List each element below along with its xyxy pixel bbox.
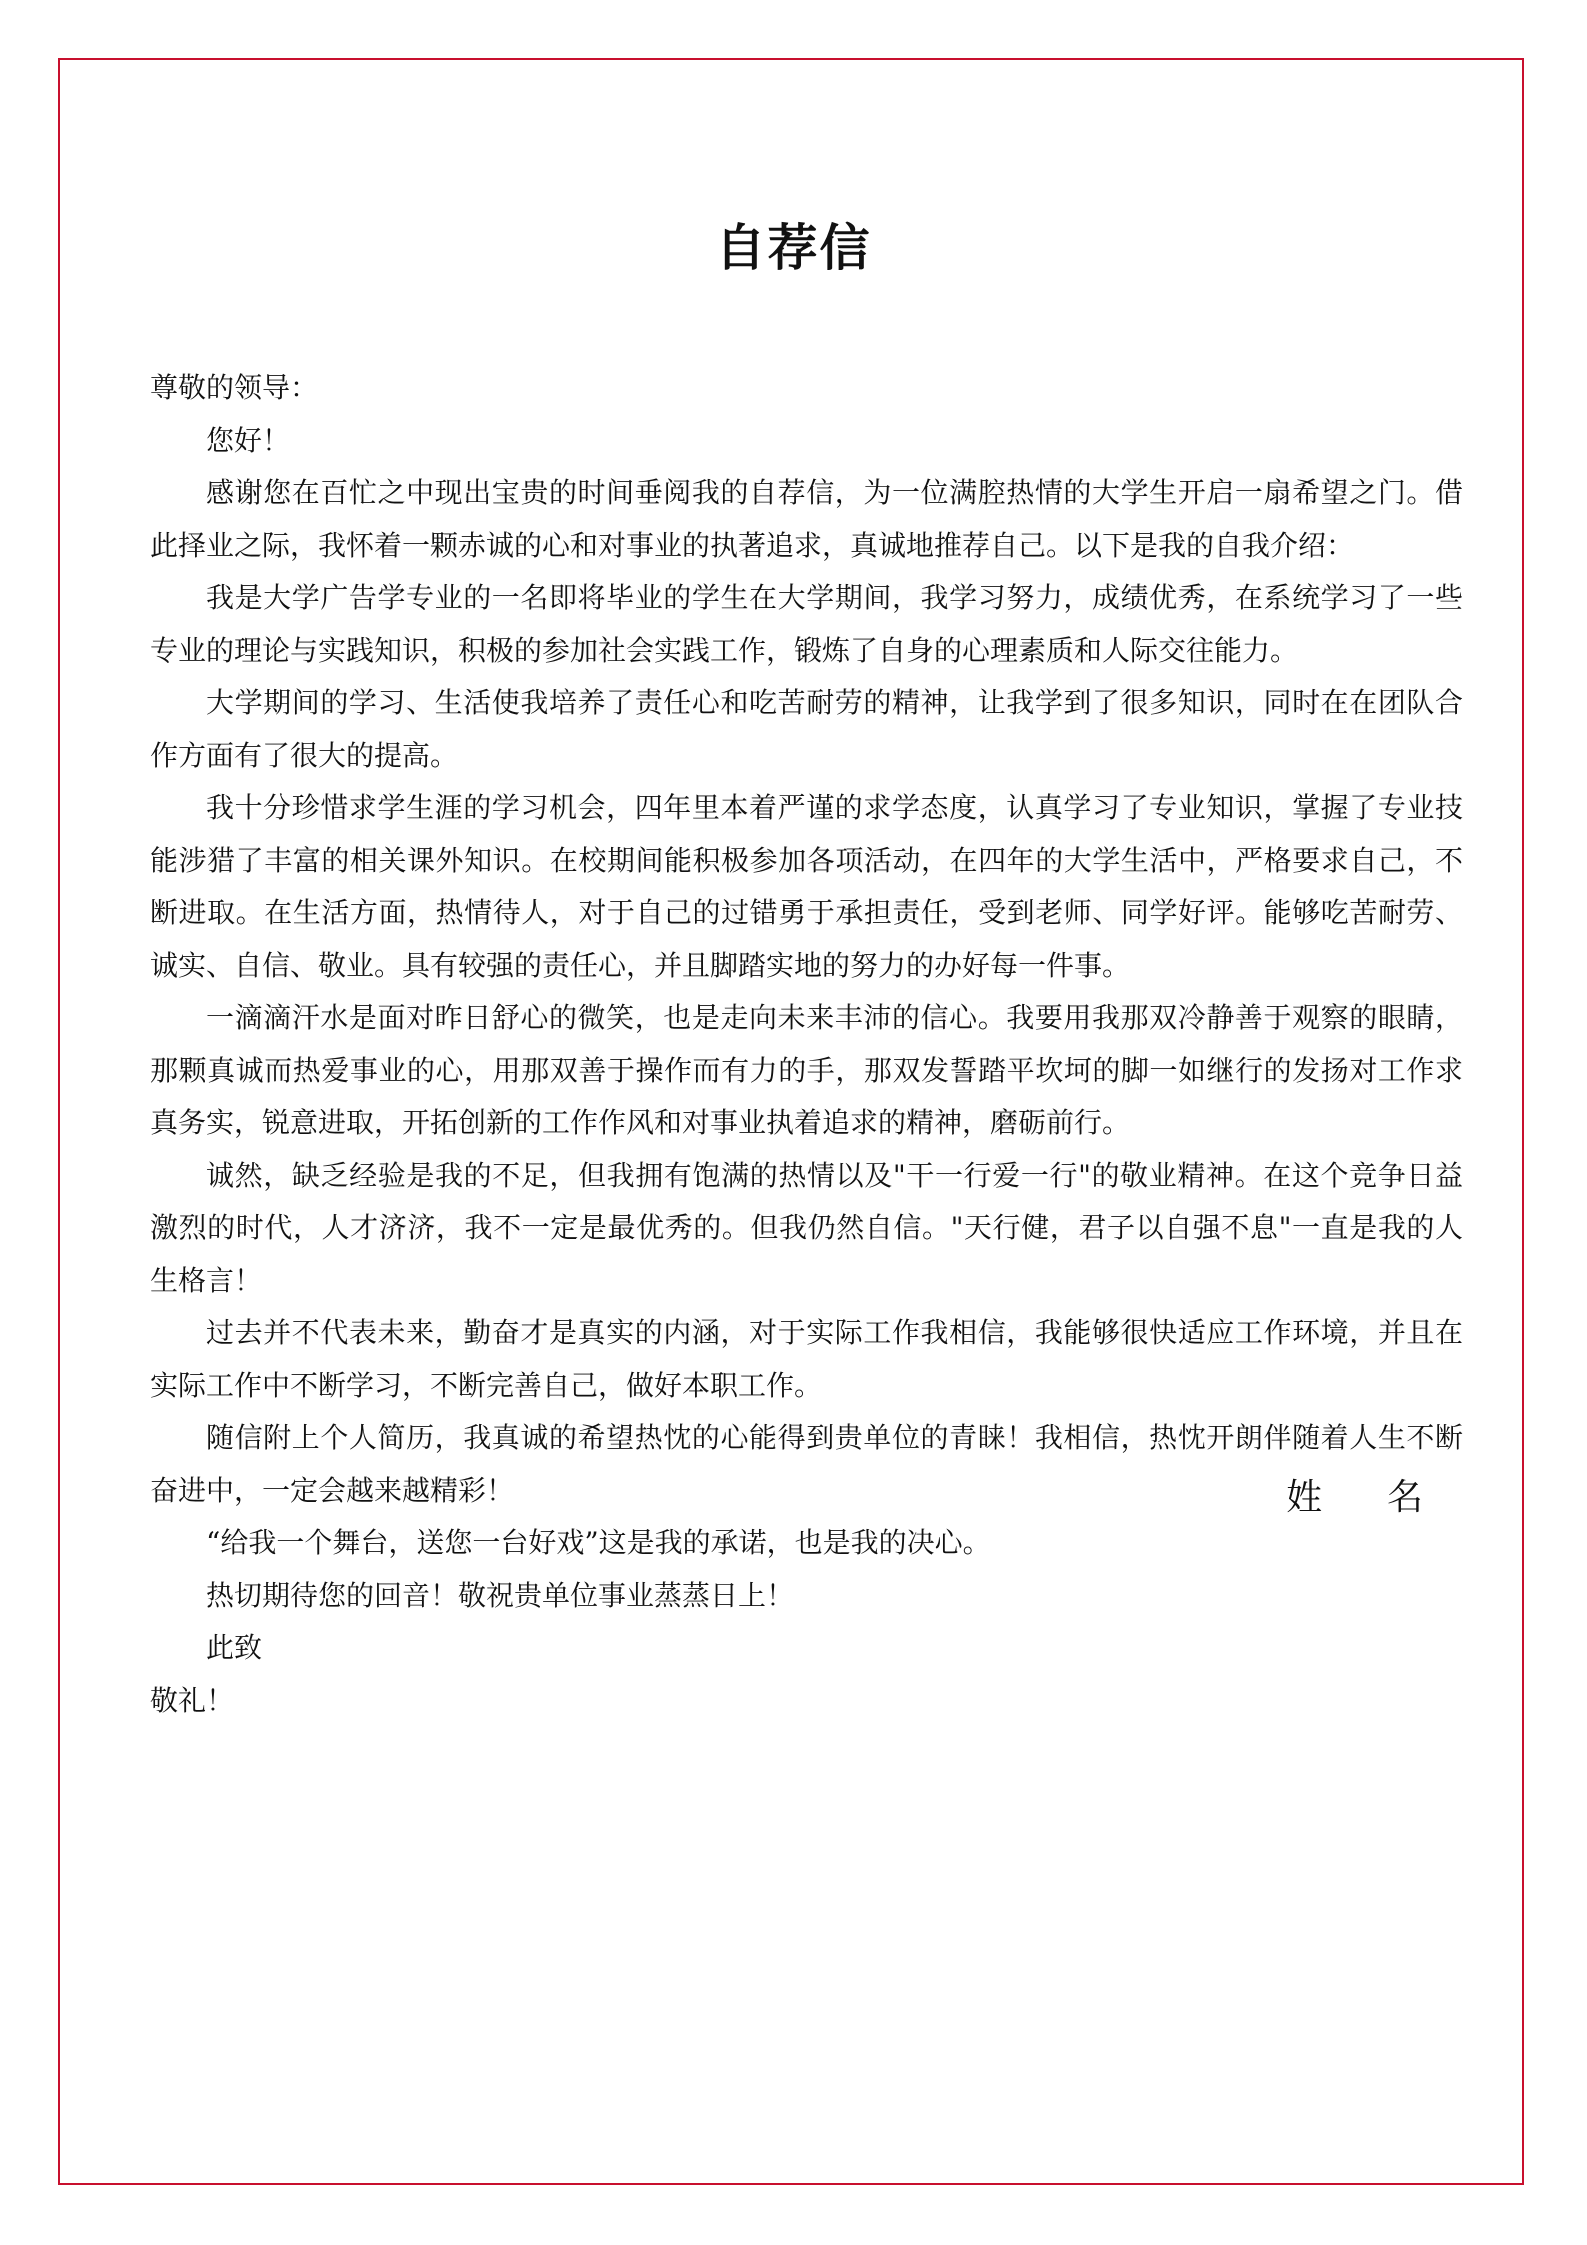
paragraph-1: 感谢您在百忙之中现出宝贵的时间垂阅我的自荐信，为一位满腔热情的大学生开启一扇希望之门。借此择业之际，我怀着一颗赤诚的心和对事业的执著追求，真诚地推荐自己。以下是我的自我介绍： <box>150 476 1463 562</box>
paragraph-7: 过去并不代表未来，勤奋才是真实的内涵，对于实际工作我相信，我能够很快适应工作环境，并且在实际工作中不断学习，不断完善自己，做好本职工作。 <box>150 1316 1463 1402</box>
greeting: 您好！ <box>206 423 291 457</box>
paragraph-5: 一滴滴汗水是面对昨日舒心的微笑，也是走向未来丰沛的信心。我要用我那双冷静善于观察的眼睛，那颗真诚而热爱事业的心，用那双善于操作而有力的手，那双发誓踏平坎坷的脚一如继行的发扬对工作求真务实，锐意进取，开拓创新的工作作风和对事业执着追求的精神，磨砺前行。 <box>150 1001 1463 1139</box>
closing: 此致 <box>206 1631 263 1664</box>
paragraph-9: “给我一个舞台，送您一台好戏”这是我的承诺，也是我的决心。 <box>206 1526 991 1559</box>
paragraph-8: 随信附上个人简历，我真诚的希望热忱的心能得到贵单位的青睐！我相信，热忱开朗伴随着人生不断奋进中，一定会越来越精彩！ <box>150 1421 1463 1507</box>
signature: 姓 名 <box>1286 1477 1437 1518</box>
paragraph-10: 热切期待您的回音！敬祝贵单位事业蒸蒸日上！ <box>206 1578 795 1612</box>
salutation: 尊敬的领导： <box>150 371 319 404</box>
document-title: 自荐信 <box>715 219 872 277</box>
regards: 敬礼！ <box>150 1683 235 1717</box>
paragraph-2: 我是大学广告学专业的一名即将毕业的学生在大学期间，我学习努力，成绩优秀，在系统学习了一些专业的理论与实践知识，积极的参加社会实践工作，锻炼了自身的心理素质和人际交往能力。 <box>150 581 1463 667</box>
letter-body <box>150 362 1463 1727</box>
paragraph-4: 我十分珍惜求学生涯的学习机会，四年里本着严谨的求学态度，认真学习了专业知识，掌握了专业技能涉猎了丰富的相关课外知识。在校期间能积极参加各项活动，在四年的大学生活中，严格要求自己，不断进取。在生活方面，热情待人，对于自己的过错勇于承担责任，受到老师、同学好评。能够吃苦耐劳、诚实、自信、敬业。具有较强的责任心，并且脚踏实地的努力的办好每一件事。 <box>150 791 1463 982</box>
paragraph-6: 诚然，缺乏经验是我的不足，但我拥有饱满的热情以及"干一行爱一行"的敬业精神。在这个竞争日益激烈的时代，人才济济，我不一定是最优秀的。但我仍然自信。"天行健，君子以自强不息"一直是我的人生格言！ <box>150 1158 1463 1297</box>
paragraph-3: 大学期间的学习、生活使我培养了责任心和吃苦耐劳的精神，让我学到了很多知识，同时在在团队合作方面有了很大的提高。 <box>150 686 1463 772</box>
